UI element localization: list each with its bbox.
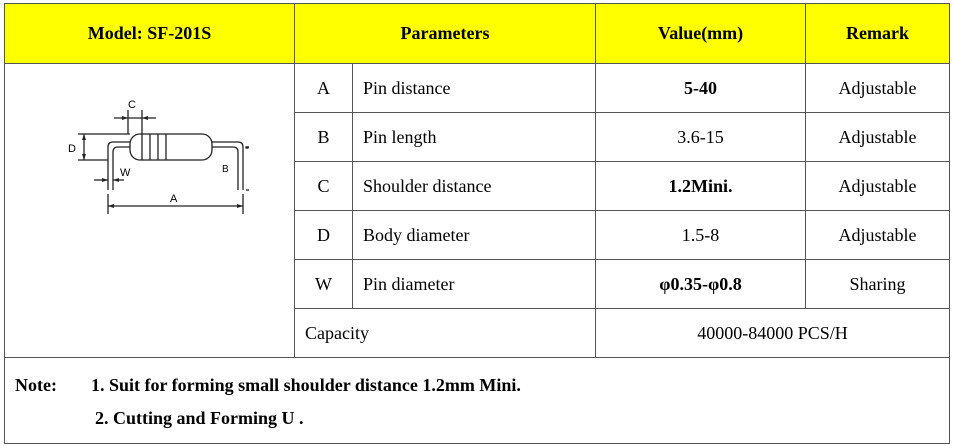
row-code: A [295, 64, 353, 113]
diagram-label-d: D [67, 143, 76, 155]
note-line-1: 1. Suit for forming small shoulder distance 1.2mm Mini. [91, 375, 521, 395]
row-code: W [295, 260, 353, 309]
header-parameters: Parameters [295, 4, 596, 64]
diagram-label-c: C [127, 99, 136, 111]
header-row [5, 4, 950, 64]
diagram-label-b: B [221, 164, 229, 175]
note-row [5, 358, 950, 444]
row-code: C [295, 162, 353, 211]
row-name: Pin distance [353, 64, 596, 113]
capacity-label: Capacity [295, 309, 596, 358]
capacity-value: 40000-84000 PCS/H [596, 309, 950, 358]
row-name: Body diameter [353, 211, 596, 260]
diagram-label-a: A [169, 193, 177, 205]
row-remark: Adjustable [806, 64, 950, 113]
row-remark: Adjustable [806, 211, 950, 260]
row-remark: Adjustable [806, 162, 950, 211]
header-model: Model: SF-201S [5, 4, 295, 64]
u-form-resistor-diagram [50, 72, 250, 222]
row-name: Pin diameter [353, 260, 596, 309]
table-row [5, 64, 950, 113]
row-value: φ0.35-φ0.8 [596, 260, 806, 309]
note-label: Note: [15, 375, 57, 395]
row-code: B [295, 113, 353, 162]
row-value: 5-40 [596, 64, 806, 113]
row-remark: Adjustable [806, 113, 950, 162]
row-name: Shoulder distance [353, 162, 596, 211]
row-name: Pin length [353, 113, 596, 162]
header-value: Value(mm) [596, 4, 806, 64]
row-code: D [295, 211, 353, 260]
row-value: 3.6-15 [596, 113, 806, 162]
row-remark: Sharing [806, 260, 950, 309]
row-value: 1.2Mini. [596, 162, 806, 211]
diagram-label-w: W [119, 167, 130, 179]
product-diagram-cell [5, 64, 295, 358]
spec-table [4, 3, 950, 444]
note-cell [5, 358, 950, 444]
note-line-2: 2. Cutting and Forming U . [95, 408, 304, 428]
header-remark: Remark [806, 4, 950, 64]
row-value: 1.5-8 [596, 211, 806, 260]
